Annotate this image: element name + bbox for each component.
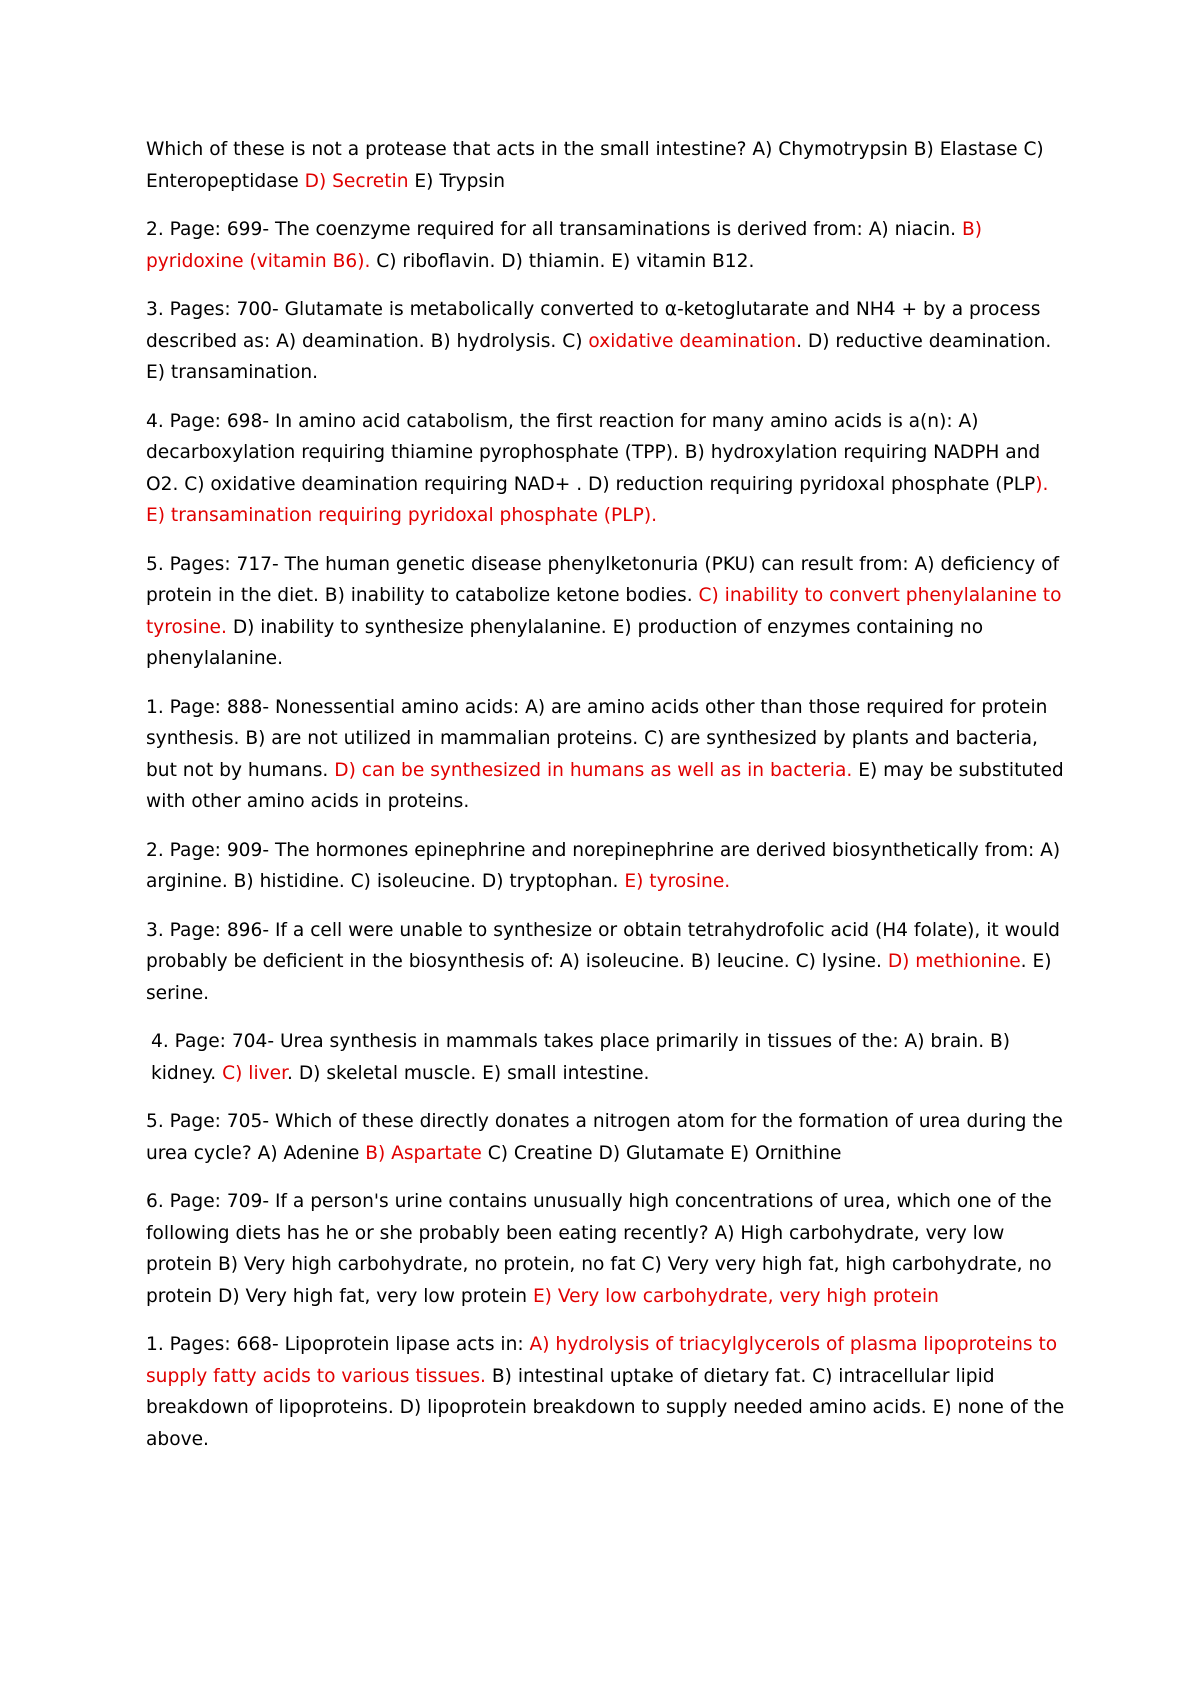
answer-text: D) Secretin [304, 170, 409, 192]
question-paragraph [146, 915, 1066, 1010]
question-paragraph [146, 134, 1066, 197]
answer-text: C) liver [222, 1062, 288, 1084]
answer-text: B) Aspartate [365, 1142, 482, 1164]
answer-text: D) methionine [887, 951, 1021, 972]
question-text: 4. Page: 704- Urea synthesis in mammals takes place primarily in tissues of the: A) brain. B) kidney. [151, 1031, 1011, 1084]
question-text: E) may be substituted with other amino acids in proteins. [146, 759, 1064, 812]
answer-text: C) inability to convert phenylalanine to tyrosine. [146, 585, 1062, 638]
question-text: 2. Page: 699- The coenzyme required for all transaminations is derived from: A) niacin. [146, 219, 962, 240]
answer-text: D) can be synthesized in humans as well as in bacteria. [334, 759, 853, 781]
question-text: 1. Page: 888- Nonessential amino acids: A) are amino acids other than those required for protein synthesis. B) are not utilized in mammalian proteins. C) are synthesized by plants and bacteria, but not by humans. [146, 696, 1048, 781]
document-page [146, 134, 1066, 1472]
answer-text: A) hydrolysis of triacylglycerols of plasma lipoproteins to supply fatty acids to various tissues. [146, 1334, 1058, 1387]
question-text: B) intestinal uptake of dietary fat. C) intracellular lipid breakdown of lipoproteins. D) lipoprotein breakdown to supply needed amino acids. E) none of the above. [146, 1365, 1065, 1450]
question-paragraph [146, 1026, 1066, 1089]
question-paragraph [146, 549, 1066, 675]
question-text: 3. Page: 896- If a cell were unable to synthesize or obtain tetrahydrofolic acid (H4 folate), it would probably be deficient in the biosynthesis of: A) isoleucine. B) leucine. C) lysine. [146, 919, 1060, 972]
answer-text: B) pyridoxine (vitamin B6). [146, 219, 982, 272]
answer-text: E) Very low carbohydrate, very high protein [532, 1285, 939, 1307]
question-text: 5. Page: 705- Which of these directly donates a nitrogen atom for the formation of urea during the urea cycle? A) Adenine [146, 1111, 1063, 1164]
question-paragraph [146, 835, 1066, 898]
question-text: Which of these is not a protease that acts in the small intestine? A) Chymotrypsin B) Elastase C) Enteropeptidase [146, 139, 1044, 192]
answer-text: oxidative deamination [588, 330, 797, 352]
question-paragraph [146, 214, 1066, 277]
question-text: C) riboflavin. D) thiamin. E) vitamin B12. [370, 250, 755, 272]
question-text: C) Creatine D) Glutamate E) Ornithine [481, 1142, 842, 1164]
question-paragraph [146, 406, 1066, 532]
question-text: . D) reductive deamination. E) transamination. [146, 330, 1052, 383]
question-text: E) Trypsin [408, 170, 506, 192]
question-paragraph [146, 294, 1066, 389]
question-text: D) inability to synthesize phenylalanine. E) production of enzymes containing no phenylalanine. [146, 616, 984, 669]
question-paragraph [146, 692, 1066, 818]
answer-text: E) tyrosine. [624, 871, 731, 892]
question-text: 5. Pages: 717- The human genetic disease phenylketonuria (PKU) can result from: A) deficiency of protein in the diet. B) inability to catabolize ketone bodies. [146, 553, 1060, 606]
question-text: 1. Pages: 668- Lipoprotein lipase acts in: [146, 1334, 530, 1355]
question-text: . E) serine. [146, 951, 1052, 1004]
answer-text: ). E) transamination requiring pyridoxal phosphate (PLP). [146, 473, 1049, 526]
question-text: 3. Pages: 700- Glutamate is metabolically converted to α-ketoglutarate and NH4 + by a process described as: A) deamination. B) hydrolysis. C) [146, 299, 1041, 352]
question-text: 6. Page: 709- If a person's urine contains unusually high concentrations of urea, which one of the following diets has he or she probably been eating recently? A) High carbohydrate, very low protein B) Very high carbohydrate, no protein, no fat C) Very very high fat, high carbohydrate, no protein D) Very high fat, very low protein [146, 1191, 1052, 1307]
question-text: . D) skeletal muscle. E) small intestine. [287, 1062, 650, 1084]
question-text: 4. Page: 698- In amino acid catabolism, the first reaction for many amino acids is a(n): A) decarboxylation requiring thiamine pyrophosphate (TPP). B) hydroxylation requiring NADPH and O2. C) oxidative deamination requiring NAD+ . D) reduction requiring pyridoxal phosphate (PLP [146, 410, 1041, 495]
question-text: 2. Page: 909- The hormones epinephrine and norepinephrine are derived biosynthetically from: A) arginine. B) histidine. C) isoleucine. D) tryptophan. [146, 839, 1061, 892]
question-paragraph [146, 1186, 1066, 1312]
question-paragraph [146, 1329, 1066, 1455]
question-paragraph [146, 1106, 1066, 1169]
